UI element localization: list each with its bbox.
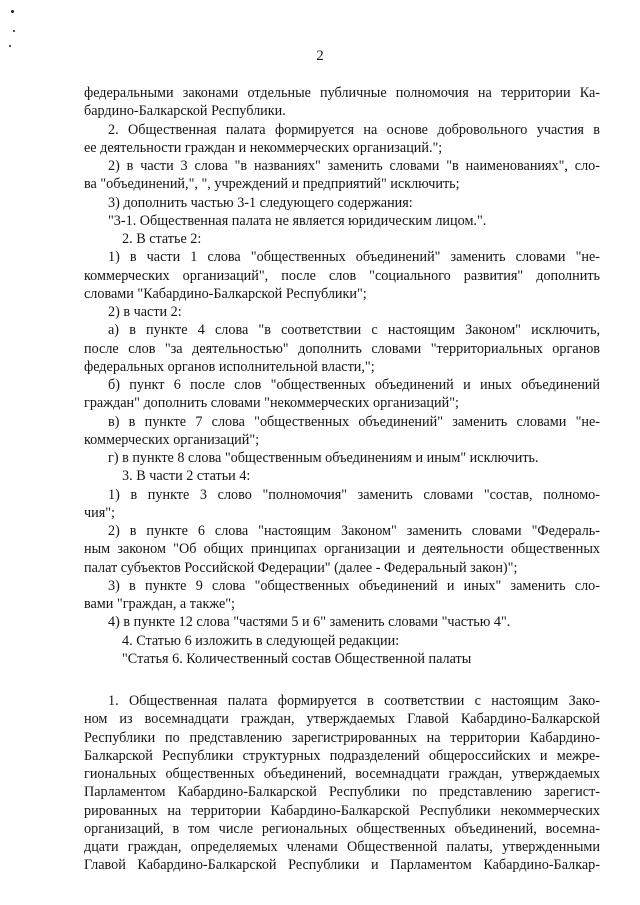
text-line: организаций, в том числе региональных общественных объединений, восемна- [84,820,600,837]
text-line: 2. Общественная палата формируется на основе добровольного участия в [108,121,600,138]
text-line: 4) в пункте 12 слова "частями 5 и 6" заменить словами "частью 4". [108,614,511,631]
text-line: граждан" дополнить словами "некоммерческих организаций"; [84,395,459,412]
text-line: палат субъектов Российской Федерации" (далее - Федеральный закон)"; [84,559,518,576]
text-line: ном из восемнадцати граждан, утверждаемых Главой Кабардино-Балкарской [84,711,600,728]
text-line: 3) в пункте 9 слова "общественных объединений и иных" заменить сло- [108,577,600,594]
text-line: а) в пункте 4 слова "в соответствии с настоящим Законом" исключить, [108,322,600,339]
text-line: 3) дополнить частью 3-1 следующего содержания: [108,194,413,211]
page-number: 2 [316,48,324,64]
text-line: г) в пункте 8 слова "общественным объединениям и иным" исключить. [108,450,539,466]
scan-dot [11,10,14,13]
text-line: "3-1. Общественная палата не является юридическим лицом.". [108,212,487,229]
text-line: 4. Статью 6 изложить в следующей редакции: [122,632,400,649]
text-line: Республики по представлению зарегистрированных на территории Кабардино- [84,729,600,746]
text-line: дцати граждан, определяемых членами Общественной палаты, утвержденными [84,839,600,855]
text-line: коммерческих организаций"; [84,431,260,448]
text-line: 2) в части 3 слова "в названиях" заменить словами "в наименованиях", сло- [108,158,600,174]
text-line: после слов "за деятельностью" дополнить словами "территориальных органов [84,340,600,357]
text-line: 2. В статье 2: [122,231,202,247]
text-line: в) в пункте 7 слова "общественных объединений" заменить словами "не- [108,413,600,430]
text-line: Балкарской Республики структурных подразделений общероссийских и межре- [84,747,600,764]
text-line: ва "объединений,", ", учреждений и предприятий" исключить; [84,176,460,193]
text-line: 1. Общественная палата формируется в соответствии с настоящим Зако- [108,693,600,709]
text-line: вами "граждан, а также"; [84,596,235,612]
text-line: федеральных органов исполнительной власти,"; [84,358,375,375]
text-line: ее деятельности граждан и некоммерческих организаций."; [84,139,443,156]
text-line: коммерческих организаций", после слов "социального развития" дополнить [84,267,600,284]
text-line: Парламентом Кабардино-Балкарской Республики по представлению зарегист- [84,784,600,801]
paragraph-gap [84,668,600,692]
text-line: 2) в части 2: [108,304,182,320]
text-line: 1) в части 1 слова "общественных объединений" заменить словами "не- [108,249,600,266]
document-body [84,84,600,875]
scan-dot [13,30,15,32]
text-line: чия"; [84,504,115,521]
text-line: 1) в пункте 3 слово "полномочия" заменить словами "состав, полномо- [108,486,600,503]
text-line: федеральными законами отдельные публичные полномочия на территории Ка- [84,85,600,101]
text-line: ным законом "Об общих принципах организации и деятельности общественных [84,541,600,558]
text-line: гиональных общественных объединений, восемнадцати граждан, утверждаемых [84,766,600,782]
text-line: "Статья 6. Количественный состав Общественной палаты [122,650,472,667]
text-line: б) пункт 6 после слов "общественных объединений и иных объединений [108,377,600,393]
text-line: Главой Кабардино-Балкарской Республики и Парламентом Кабардино-Балкар- [84,857,600,874]
text-line: 2) в пункте 6 слова "настоящим Законом" заменить словами "Федераль- [108,523,600,539]
text-line: бардино-Балкарской Республики. [84,103,286,120]
text-line: рированных на территории Кабардино-Балкарской Республики некоммерческих [84,802,600,819]
text-line: словами "Кабардино-Балкарской Республики"; [84,285,367,302]
text-line: 3. В части 2 статьи 4: [122,468,251,485]
